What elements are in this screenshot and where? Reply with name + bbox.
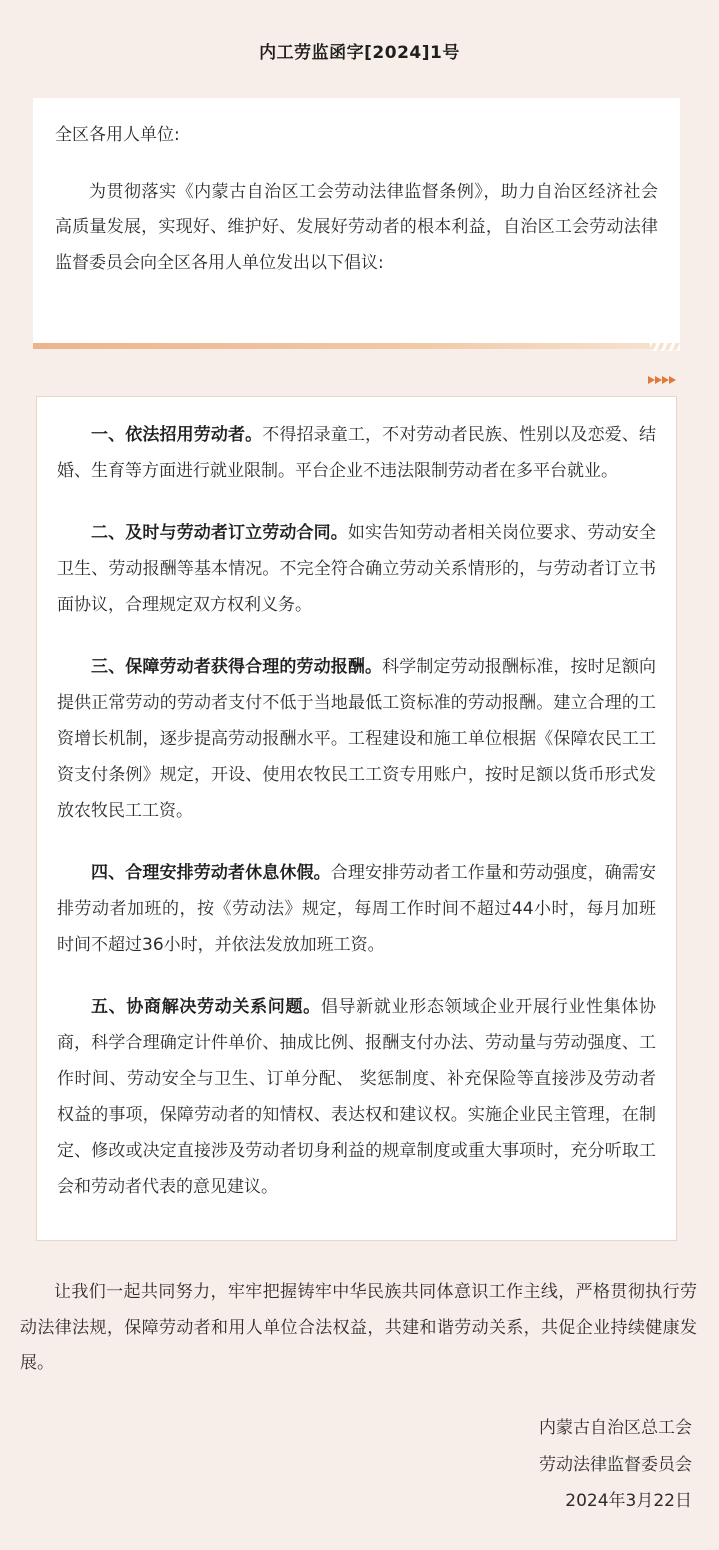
proposal-heading: 四、合理安排劳动者休息休假。 xyxy=(91,863,331,883)
triple-arrow-right-icon xyxy=(648,376,676,384)
divider-stripes-decoration xyxy=(650,341,680,351)
proposal-heading: 五、协商解决劳动关系问题。 xyxy=(91,997,321,1017)
signature-block xyxy=(539,1410,692,1520)
gradient-divider xyxy=(33,343,680,349)
proposal-body: 合理安排劳动者工作量和劳动强度，确需安排劳动者加班的，按《劳动法》规定，每周工作时间不超过44小时，每月加班时间不超过36小时，并依法发放加班工资。 xyxy=(57,863,656,955)
proposal-item xyxy=(57,649,656,829)
proposal-body: 科学制定劳动报酬标准，按时足额向提供正常劳动的劳动者支付不低于当地最低工资标准的劳动报酬。建立合理的工资增长机制，逐步提高劳动报酬水平。工程建设和施工单位根据《保障农民工工资支付条例》规定，开设、使用农牧民工工资专用账户，按时足额以货币形式发放农牧民工工资。 xyxy=(57,657,656,821)
proposal-body: 不得招录童工，不对劳动者民族、性别以及恋爱、结婚、生育等方面进行就业限制。平台企业不违法限制劳动者在多平台就业。 xyxy=(57,425,656,481)
proposal-heading: 三、保障劳动者获得合理的劳动报酬。 xyxy=(91,657,383,677)
proposal-heading: 二、及时与劳动者订立劳动合同。 xyxy=(91,523,348,543)
document-number: 内工劳监函字[2024]1号 xyxy=(259,43,460,63)
intro-card xyxy=(33,98,680,344)
proposal-item xyxy=(57,515,656,623)
proposal-item xyxy=(57,855,656,963)
signature-org-line2: 劳动法律监督委员会 xyxy=(539,1454,692,1475)
proposal-heading: 一、依法招用劳动者。 xyxy=(91,425,263,445)
signature-date: 2024年3月22日 xyxy=(565,1491,692,1511)
proposal-list xyxy=(36,396,677,1241)
intro-paragraph: 为贯彻落实《内蒙古自治区工会劳动法律监督条例》，助力自治区经济社会高质量发展，实现好、维护好、发展好劳动者的根本利益，自治区工会劳动法律监督委员会向全区各用人单位发出以下倡议: xyxy=(55,181,658,273)
proposal-item xyxy=(57,417,656,489)
proposal-body: 倡导新就业形态领域企业开展行业性集体协商，科学合理确定计件单价、抽成比例、报酬支付办法、劳动量与劳动强度、工作时间、劳动安全与卫生、订单分配、 奖惩制度、补充保险等直接涉及劳动者权益的事项，保障劳动者的知情权、表达权和建议权。实施企业民主管理，在制定、修改或决定直接涉及劳动者切身利益的规章制度或重大事项时，充分听取工会和劳动者代表的意见建议。 xyxy=(57,997,657,1197)
proposal-body: 如实告知劳动者相关岗位要求、劳动安全卫生、劳动报酬等基本情况。不完全符合确立劳动关系情形的，与劳动者订立书面协议，合理规定双方权利义务。 xyxy=(57,523,656,615)
salutation: 全区各用人单位: xyxy=(55,125,180,145)
proposal-item xyxy=(57,989,656,1205)
closing-paragraph: 让我们一起共同努力，牢牢把握铸牢中华民族共同体意识工作主线，严格贯彻执行劳动法律法规，保障劳动者和用人单位合法权益，共建和谐劳动关系，共促企业持续健康发展。 xyxy=(20,1282,697,1373)
signature-org-line1: 内蒙古自治区总工会 xyxy=(539,1418,692,1438)
